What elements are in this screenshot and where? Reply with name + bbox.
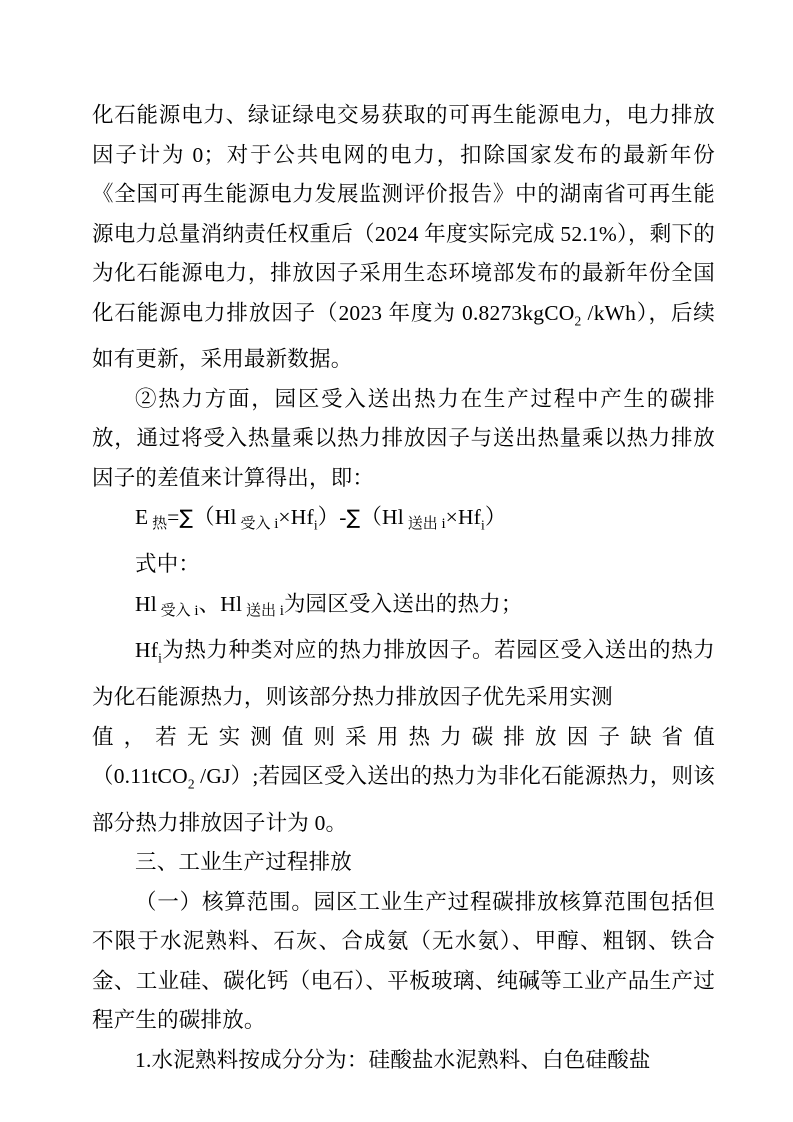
text-run: ×Hf [278, 505, 314, 530]
text-run: ），后续如有更新，采用最新数据。 [92, 300, 715, 372]
text-run: 2 [187, 776, 195, 792]
text-run: 为热力种类对应的热力排放因子。若园区受入送出的热力为化石能源热力，则该部分热力排放因子优先采用实测 [92, 638, 715, 710]
text-run: （ [360, 505, 383, 530]
text-run: 0.8273kgCO [462, 300, 575, 325]
paragraph-symbol-hl [92, 585, 715, 632]
text-run: 为园区受入送出的热力； [283, 591, 523, 616]
text-run: 。 [325, 810, 348, 835]
paragraph-symbol-hf [92, 631, 715, 717]
text-run: Hl [382, 505, 404, 530]
paragraph-default-value [92, 718, 715, 758]
text-run: 年度为 [382, 300, 463, 325]
text-run: ）;若园区受入送出的热力为非化石能源热力，则该部分热力排放因子计为 [92, 764, 715, 835]
paragraph-heat-aspect [92, 380, 715, 499]
text-run: ∑ [346, 505, 361, 530]
paragraph-electricity-factor [92, 96, 715, 380]
text-run: 2024 [374, 221, 419, 246]
text-run: 热 [148, 516, 168, 533]
text-run: i [481, 517, 485, 533]
text-run: 送出 i [242, 602, 284, 619]
text-run: 2023 [338, 300, 383, 325]
text-run: 受入 i [156, 602, 199, 619]
text-run: 、 [198, 591, 221, 616]
text-run: Hf [135, 638, 159, 663]
paragraph-scope [92, 883, 715, 1041]
paragraph-cement-clinker [92, 1041, 715, 1081]
text-run: ∑ [179, 505, 194, 530]
text-run: Hl [214, 505, 237, 530]
document-body [92, 96, 715, 1080]
text-run: （一）核算范围。园区工业生产过程碳排放核算范围包括但不限于水泥熟料、石灰、合成氨（无水氨）、甲醇、粗钢、铁合金、工业硅、碳化钙（电石）、平板玻璃、纯碱等工业产品生产过程产生的碳排放。 [92, 889, 715, 1033]
text-run: ②热力方面，园区受入送出热力在生产过程中产生的碳排放，通过将受入热量乘以热力排放因子与送出热量乘以热力排放因子的差值来计算得出，即： [92, 386, 715, 490]
text-run: E [135, 505, 149, 530]
paragraph-default-value-cont [92, 757, 715, 843]
text-run: （ [92, 764, 114, 789]
text-run: 2 [574, 312, 582, 328]
formula-heat-emission [92, 498, 715, 545]
text-run: i [313, 517, 318, 533]
text-run: /kWh [581, 300, 637, 325]
text-run: Hl [135, 591, 157, 616]
text-run: 值，若无实测值则采用热力碳排放因子缺省值 [92, 724, 715, 749]
heading-section-three [92, 843, 715, 883]
text-run: ），剩下的为化石能源电力，排放因子采用生态环境部发布的最新年份全国化石能源电力排放因子（ [92, 221, 715, 325]
text-run: 化石能源电力、绿证绿电交易获取的可再生能源电力，电力排放因子计为 0；对于公共电网的电力，扣除国家发布的最新年份《全国可再生能源电力发展监测评价报告》中的湖南省可再生能源电力总量消纳责任权重后（ [92, 103, 715, 246]
text-run: 送出 i [403, 516, 446, 533]
text-run: 0 [314, 810, 326, 835]
text-run: 0.11tCO [113, 764, 188, 789]
text-run: （ [193, 505, 215, 530]
text-run: ×Hf [445, 505, 482, 530]
text-run: 三、工业生产过程排放 [135, 850, 353, 875]
text-run: 52.1% [560, 221, 617, 246]
text-run: Hl [220, 591, 243, 616]
text-run: = [167, 505, 180, 530]
text-run: 年度实际完成 [418, 221, 561, 246]
text-run: /GJ [194, 764, 231, 789]
text-run: 受入 i [236, 516, 279, 533]
text-run: 1.水泥熟料按成分分为：硅酸盐水泥熟料、白色硅酸盐 [135, 1047, 651, 1072]
text-run: 式中： [135, 552, 201, 577]
text-run: i [158, 650, 162, 666]
paragraph-where [92, 545, 715, 585]
text-run: ）- [317, 505, 347, 530]
text-run: ） [484, 505, 507, 530]
